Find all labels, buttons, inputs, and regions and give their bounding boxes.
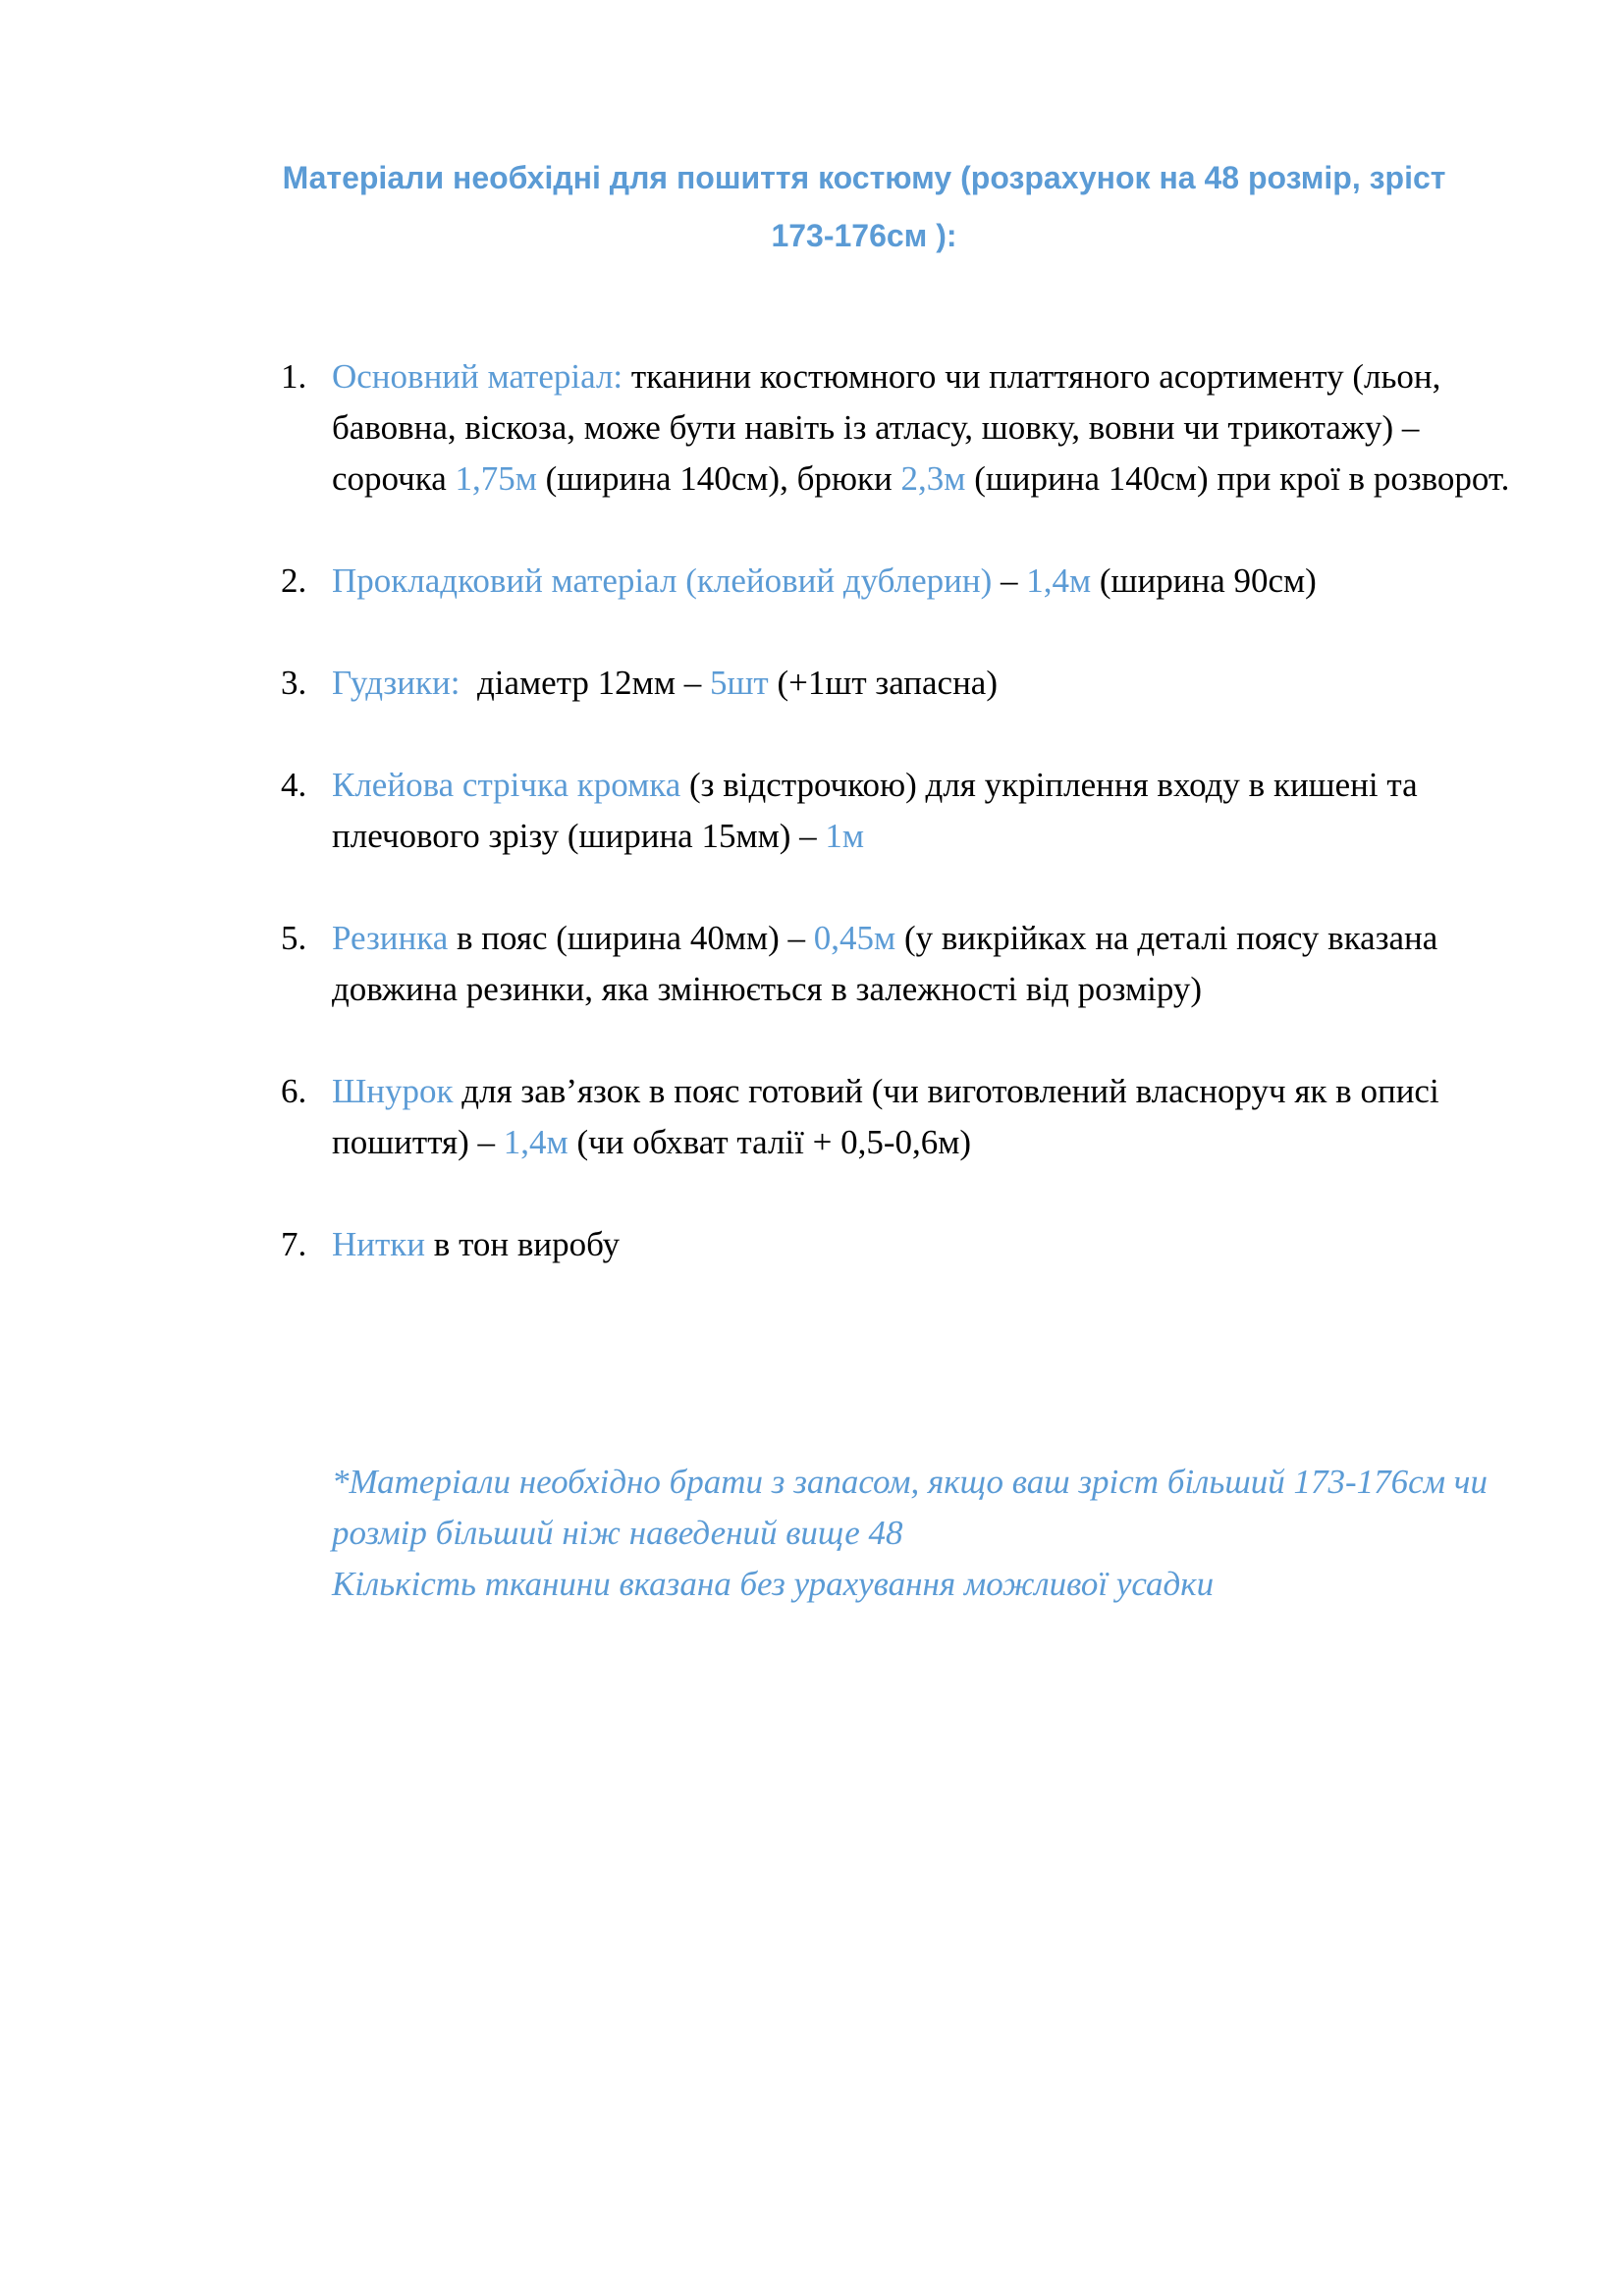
footnote	[332, 1457, 1540, 1610]
item-quantity: 2,3м	[900, 459, 966, 498]
item-description: для зав’язок в пояс готовий (чи виготовлений власноруч як в описі пошиття) –	[332, 1072, 1439, 1161]
list-item-7	[275, 1219, 1542, 1270]
item-description: в пояс (ширина 40мм) –	[448, 919, 814, 957]
list-number: 3.	[281, 664, 307, 702]
item-description: (ширина 140см), брюки	[536, 459, 901, 498]
list-item-6	[275, 1066, 1542, 1168]
item-label: Резинка	[332, 919, 449, 957]
list-item-5	[275, 913, 1542, 1015]
item-description: (ширина 90см)	[1091, 561, 1317, 600]
list-item-1	[275, 351, 1542, 505]
footnote-line-1: *Матеріали необхідно брати з запасом, якщо ваш зріст більший 173-176см чи розмір більший ніж наведений вище 48	[332, 1463, 1488, 1552]
page-title-line-2: 173-176см ):	[771, 218, 957, 253]
list-item-2	[275, 556, 1542, 607]
item-text	[332, 1225, 620, 1263]
item-text	[332, 919, 1437, 1008]
item-label: Нитки	[332, 1225, 426, 1263]
item-label: Прокладковий матеріал (клейовий дублерин)	[332, 561, 993, 600]
item-quantity: 5шт	[709, 664, 769, 702]
item-label: Гудзики:	[332, 664, 460, 702]
item-description: –	[992, 561, 1027, 600]
item-description: (у викрійках на деталі поясу вказана довжина резинки, яка змінюється в залежності від розміру)	[332, 919, 1438, 1008]
item-text	[332, 766, 1418, 855]
item-text	[332, 561, 1317, 600]
item-text	[332, 1072, 1439, 1161]
item-quantity: 0,45м	[813, 919, 896, 957]
list-number: 5.	[281, 919, 307, 957]
materials-list	[275, 351, 1542, 1321]
list-item-3	[275, 658, 1542, 709]
item-description: (чи обхват талії + 0,5-0,6м)	[568, 1123, 972, 1161]
item-quantity: 1,4м	[503, 1123, 568, 1161]
item-label: Шнурок	[332, 1072, 454, 1110]
list-number: 4.	[281, 766, 307, 804]
page-title-line-1: Матеріали необхідні для пошиття костюму (розрахунок на 48 розмір, зріст	[282, 160, 1446, 195]
item-text	[332, 357, 1509, 498]
item-quantity: 1,75м	[455, 459, 537, 498]
item-description: (з відстрочкою) для укріплення входу в кишені та плечового зрізу (ширина 15мм) –	[332, 766, 1418, 855]
item-text	[332, 664, 998, 702]
item-description: (+1шт запасна)	[768, 664, 998, 702]
item-description: (ширина 140см) при крої в розворот.	[965, 459, 1510, 498]
item-description: в тон виробу	[425, 1225, 621, 1263]
footnote-line-2: Кількість тканини вказана без урахування можливої усадки	[332, 1565, 1215, 1603]
item-quantity: 1м	[825, 817, 865, 855]
list-number: 2.	[281, 561, 307, 600]
item-description: тканини костюмного чи платтяного асортименту (льон, бавовна, віскоза, може бути навіть із атласу, шовку, вовни чи трикотажу) – сорочка	[332, 357, 1441, 498]
list-item-4	[275, 760, 1542, 862]
list-number: 6.	[281, 1072, 307, 1110]
item-description: діаметр 12мм –	[460, 664, 710, 702]
item-quantity: 1,4м	[1026, 561, 1092, 600]
page-title	[226, 149, 1502, 265]
item-label: Клейова стрічка кромка	[332, 766, 681, 804]
list-number: 7.	[281, 1225, 307, 1263]
item-label: Основний матеріал:	[332, 357, 623, 396]
list-number: 1.	[281, 357, 307, 396]
